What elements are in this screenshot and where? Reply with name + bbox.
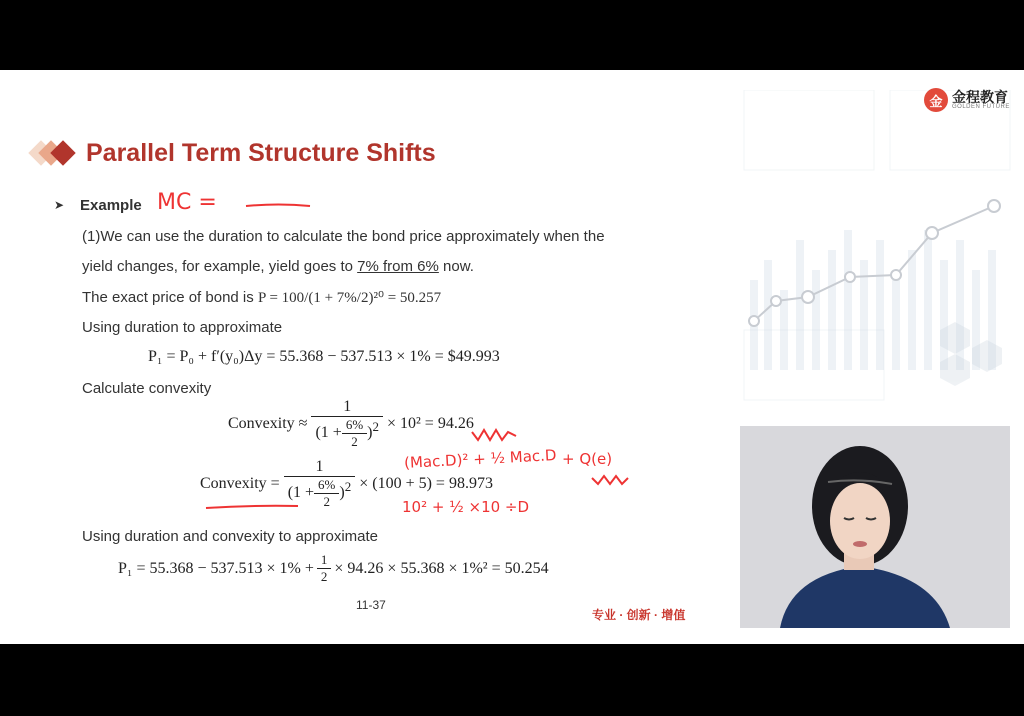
slide-title: Parallel Term Structure Shifts (86, 138, 436, 167)
text-line-1: (1)We can use the duration to calculate the bond price approximately when the (82, 228, 605, 245)
text-line-5: Calculate convexity (82, 380, 212, 397)
slogan-text: 专业 · 创新 · 增值 (592, 608, 686, 622)
diamond-decoration-icon (30, 138, 80, 168)
handwritten-plus-qe: + Q(e) (562, 450, 613, 468)
duration-convexity-equation: P₁ = 55.368 − 537.513 × 1% + $\frac{1}{2}$ × 94.26 × 55.368 × 1%² = 50.254 (118, 552, 549, 584)
handwritten-mc: MC = (157, 190, 217, 215)
duration-equation: P₁ = P₀ + f′(y₀)Δy = 55.368 − 537.513 × 1% = $49.993 (148, 348, 500, 365)
brand-logo (924, 88, 1010, 112)
letterbox-bottom (0, 644, 1024, 716)
text-line-6: Using duration and convexity to approximate (82, 528, 379, 545)
presenter-video (740, 426, 1010, 628)
logo-english-text: GOLDEN FUTURE (952, 104, 1010, 110)
handwritten-mac-terms: (Mac.D)² + ½ Mac.D (403, 446, 557, 472)
page-number: 11-37 (356, 598, 386, 612)
text-line-2: yield changes, for example, yield goes to 7% from 6% now. (82, 258, 474, 275)
convexity-approx-equation: Convexity ≈ 1 (1 + $\frac{6\%}{2}$ )$^2$ × 10² = 94.26 (228, 398, 474, 449)
bullet-arrow-icon: ➤ (54, 198, 65, 212)
example-label: Example (80, 197, 142, 214)
handwritten-ten-squared: 10² + ½ ×10 ÷D (402, 498, 530, 516)
logo-chinese-text: 金程教育 (952, 89, 1008, 105)
handwritten-underline (204, 502, 300, 512)
convexity-exact-equation: Convexity = 1 (1 + $\frac{6\%}{2}$ )$^2$ × (100 + 5) = 98.973 (200, 458, 493, 509)
handwritten-squiggle (470, 422, 520, 442)
handwritten-squiggle-2 (590, 472, 636, 486)
decorative-chart-graphic (740, 90, 1020, 410)
text-line-3: The exact price of bond is P = 100/(1 + 7%/2)²⁰ = 50.257 (82, 289, 442, 306)
logo-mark-icon: 金 (924, 88, 948, 112)
title-row (30, 138, 436, 168)
text-line-4: Using duration to approximate (82, 319, 283, 336)
slide (0, 70, 1024, 644)
handwritten-blank-line (244, 200, 314, 210)
presenter-figure-icon (740, 426, 1010, 628)
